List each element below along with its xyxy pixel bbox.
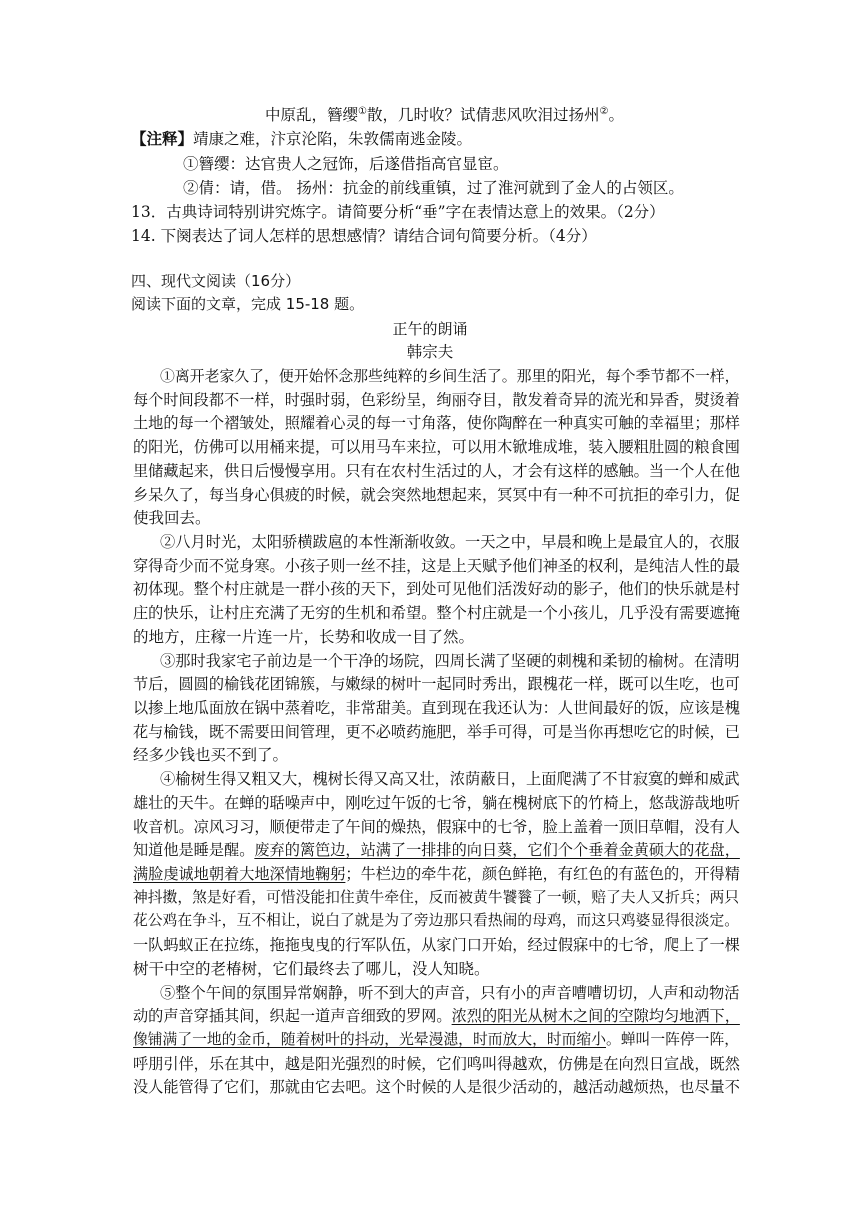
article-line: ⑤整个午间的氛围异常娴静，听不到大的声音，只有小的声音嘈嘈切切，人声和动物活 bbox=[160, 984, 740, 1002]
notes-intro: 靖康之难，汴京沦陷，朱敦儒南逃金陵。 bbox=[193, 130, 473, 148]
article-line: 的地方，庄稼一片连一片，长势和收成一目了然。 bbox=[133, 628, 475, 646]
article-line bbox=[133, 863, 740, 885]
article-line: 穿得奇少而不觉身寒。小孩子则一丝不挂，这是上天赋予他们神圣的权利，是纯洁人性的最 bbox=[133, 557, 740, 575]
article-line: 一队蚂蚁正在拉练，拖拖曳曳的行军队伍，从家门口开始，经过假寐中的七爷，爬上了一棵 bbox=[133, 936, 740, 954]
article-line: 花与榆钱，既不需要田间管理，更不必喷药施肥，举手可得，可是当你再想吃它的时候，已 bbox=[133, 723, 740, 741]
underlined-sentence: 浓烈的阳光从树木之间的空隙均匀地洒下， bbox=[451, 1007, 740, 1025]
section-heading: 四、现代文阅读（16分） bbox=[131, 272, 301, 290]
article-line: 乡呆久了，每当身心俱疲的时候，就会突然地想起来，冥冥中有一种不可抗拒的牵引力，促 bbox=[133, 486, 740, 504]
article-line: 使我回去。 bbox=[133, 509, 211, 527]
article-line: 每个时间段都不一样，时强时弱，色彩纷呈，绚丽夺目，散发着奇异的流光和异香，熨烫着 bbox=[133, 391, 740, 409]
article-line: 庄的快乐，让村庄充满了无穷的生机和希望。整个村庄就是一个小孩儿，几乎没有需要遮掩 bbox=[133, 604, 740, 622]
article-line: 的阳光，仿佛可以用桶来提，可以用马车来拉，可以用木锨堆成堆，装入腰粗肚圆的粮食囤 bbox=[133, 438, 740, 456]
section-instruction: 阅读下面的文章，完成 15-18 题。 bbox=[131, 295, 365, 313]
footnote-marker: ① bbox=[358, 105, 367, 117]
article-line: ③那时我家宅子前边是一个干净的场院，四周长满了坚硬的刺槐和柔韧的榆树。在清明 bbox=[160, 652, 740, 670]
article-line: 以掺上地瓜面放在锅中蒸着吃，非常甜美。直到现在我还认为：人世间最好的饭，应该是槐 bbox=[133, 699, 740, 717]
article-line: 初体现。整个村庄就是一群小孩的天下，到处可见他们活泼好动的影子，他们的快乐就是村 bbox=[133, 580, 740, 598]
article-author: 韩宗夫 bbox=[406, 343, 454, 361]
article-line bbox=[133, 839, 740, 861]
article-line: 神抖擞，煞是好看，可惜没能扣住黄牛牵住，反而被黄牛饕餮了一顿，赔了夫人又折兵；两只 bbox=[133, 889, 740, 906]
note-2: ②倩：请，借。 扬州：抗金的前线重镇，过了淮河就到了金人的占领区。 bbox=[183, 179, 684, 197]
poem-text: 散，几时收？试倩悲风吹泪过扬州 bbox=[366, 106, 600, 124]
plain-text: 动的声音穿插其间，织起一道声音细致的罗网。 bbox=[133, 1007, 452, 1025]
article-line bbox=[133, 1005, 740, 1027]
underlined-sentence: 废弃的篱笆边，站满了一排排的向日葵，它们个个垂着金黄硕大的花盘， bbox=[254, 841, 740, 859]
notes-heading bbox=[131, 128, 472, 150]
article-line: 没人能管得了它们，那就由它去吧。这个时候的人是很少活动的，越活动越烦热，也尽量不 bbox=[133, 1078, 740, 1096]
article-line: 树干中空的老椿树，它们最终去了哪儿，没人知晓。 bbox=[133, 960, 490, 978]
article-line: 经多少钱也买不到了。 bbox=[133, 746, 289, 764]
plain-text: ；牛栏边的牵牛花，颜色鲜艳，有红色的有蓝色的，开得精 bbox=[345, 865, 740, 883]
article-line: 花公鸡在争斗，互不相让，说白了就是为了旁边那只看热闹的母鸡，而这只鸡婆显得很淡定。 bbox=[133, 912, 740, 929]
article-line: ②八月时光，太阳骄横跋扈的本性渐渐收敛。一天之中，早晨和晚上是最宜人的，衣服 bbox=[160, 533, 740, 551]
article-line: ①离开老家久了，便开始怀念那些纯粹的乡间生活了。那里的阳光，每个季节都不一样， bbox=[160, 367, 740, 385]
article-line: 雄壮的天牛。在蝉的聒噪声中，刚吃过午饭的七爷，躺在槐树底下的竹椅上，悠哉游哉地听 bbox=[133, 794, 740, 812]
article-line: 节后，圆圆的榆钱花团锦簇，与嫩绿的树叶一起同时秀出，跟槐花一样，既可以生吃，也可 bbox=[133, 675, 740, 693]
article-title: 正午的朗诵 bbox=[392, 320, 468, 338]
article-line: 呼朋引伴，乐在其中，越是阳光强烈的时候，它们鸣叫得越欢，仿佛是在向烈日宣战，既然 bbox=[133, 1055, 740, 1073]
question-14: 14. 下阕表达了词人怎样的思想感情？请结合词句简要分析。（4分） bbox=[131, 227, 597, 245]
article-line bbox=[133, 1029, 739, 1051]
article-line: 土地的每一个褶皱处，照耀着心灵的每一寸角落，使你陶醉在一种真实可触的幸福里；那样 bbox=[133, 414, 740, 432]
poem-text: 中原乱，簪缨 bbox=[265, 106, 359, 124]
notes-label: 【注释】 bbox=[131, 129, 194, 148]
article-line: ④榆树生得又粗又大，槐树长得又高又壮，浓荫蔽日，上面爬满了不甘寂寞的蝉和威武 bbox=[160, 770, 740, 788]
plain-text: 知道他是睡是醒。 bbox=[133, 841, 255, 859]
note-1: ①簪缨：达官贵人之冠饰，后遂借指高官显宦。 bbox=[183, 155, 509, 173]
article-line: 里储藏起来，供日后慢慢享用。只有在农村生活过的人，才会有这样的感触。当一个人在他 bbox=[133, 462, 740, 480]
plain-text: 。蝉叫一阵停一阵， bbox=[606, 1031, 740, 1048]
article-line: 收音机。凉风习习，顺便带走了午间的燥热，假寐中的七爷，脸上盖着一顶旧草帽，没有人 bbox=[133, 818, 740, 836]
poem-line bbox=[265, 104, 624, 126]
footnote-marker: ② bbox=[599, 105, 609, 117]
poem-text: 。 bbox=[608, 106, 624, 124]
underlined-sentence: 像铺满了一地的金币，随着树叶的抖动，光晕漫漶，时而放大，时而缩小 bbox=[133, 1031, 606, 1048]
underlined-sentence: 满脸虔诚地朝着大地深情地鞠躬 bbox=[133, 865, 346, 883]
question-13: 13．古典诗词特别讲究炼字。请简要分析“垂”字在表情达意上的效果。（2分） bbox=[131, 203, 665, 221]
